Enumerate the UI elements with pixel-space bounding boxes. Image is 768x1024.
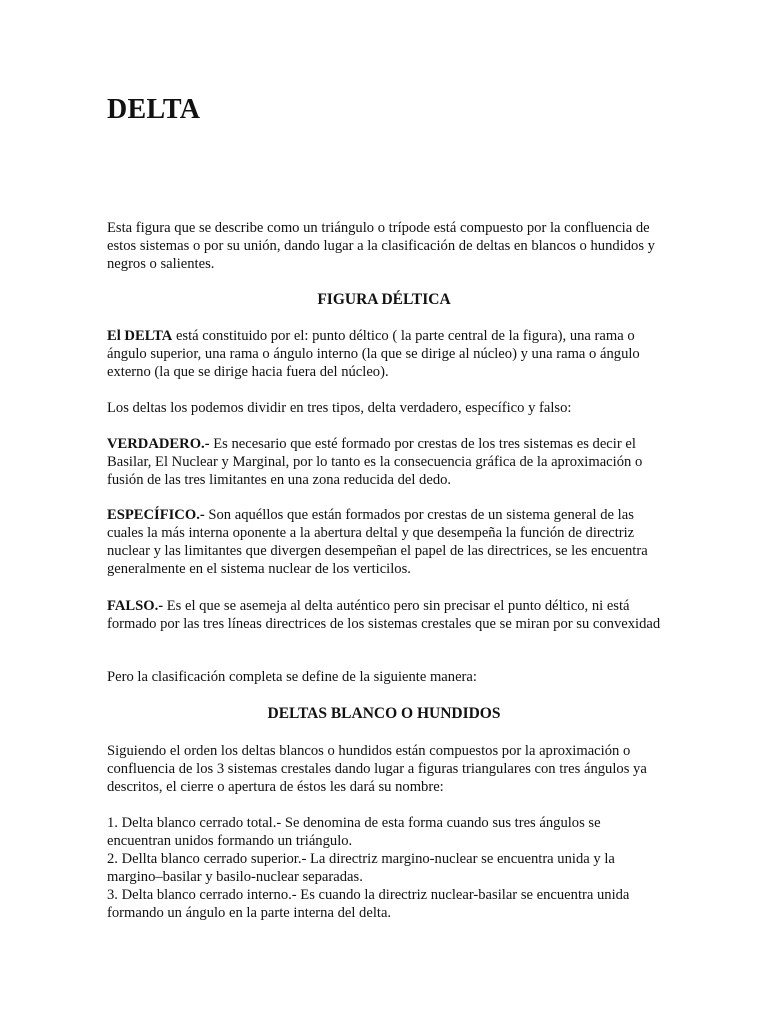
siguiendo-paragraph: Siguiendo el orden los deltas blancos o hundidos están compuestos por la aproximación o confluencia de los 3 sistemas crestales dando lugar a figuras triangulares con tres ángulos ya descritos, el cierre o apertura de éstos les dará su nombre: (107, 743, 647, 795)
verdadero-paragraph (107, 435, 667, 489)
especifico-term: ESPECÍFICO.- (107, 507, 205, 523)
especifico-text: Son aquéllos que están formados por crestas de un sistema general de las cuales la más interna oponente a la abertura deltal y que desempeña la función de directriz nuclear y las limitantes que divergen desempeñan el papel de las directrices, se les encuentra generalmente en el sistema nuclear de los verticilos. (107, 507, 648, 577)
especifico-paragraph (107, 506, 667, 578)
falso-paragraph (107, 597, 667, 633)
intro-paragraph: Esta figura que se describe como un triángulo o trípode está compuesto por la confluencia de estos sistemas o por su unión, dando lugar a la clasificación de deltas en blancos o hundidos y negros o salientes. (107, 220, 655, 272)
el-delta-text: está constituido por el: punto déltico ( la parte central de la figura), una rama o ángulo superior, una rama o ángulo interno (la que se dirige al núcleo) y una rama o ángulo externo (la que se dirige hacia fuera del núcleo). (107, 328, 640, 380)
el-delta-term: El DELTA (107, 328, 173, 344)
delta-types-list (107, 814, 667, 922)
clasificacion-paragraph: Pero la clasificación completa se define de la siguiente manera: (107, 669, 477, 685)
verdadero-term: VERDADERO.- (107, 436, 210, 452)
falso-text: Es el que se asemeja al delta auténtico pero sin precisar el punto déltico, ni está formado por las tres líneas directrices de los sistemas crestales que se miran por su convexidad (107, 598, 661, 632)
list-item: 3. Delta blanco cerrado interno.- Es cuando la directriz nuclear-basilar se encuentra unida formando un ángulo en la parte interna del delta. (107, 887, 630, 921)
tipos-paragraph: Los deltas los podemos dividir en tres tipos, delta verdadero, específico y falso: (107, 400, 572, 416)
list-item: 1. Delta blanco cerrado total.- Se denomina de esta forma cuando sus tres ángulos se encuentran unidos formando un triángulo. (107, 815, 601, 849)
verdadero-text: Es necesario que esté formado por crestas de los tres sistemas es decir el Basilar, El Nuclear y Marginal, por lo tanto es la consecuencia gráfica de la aproximación o fusión de las tres limitantes en una zona reducida del dedo. (107, 436, 643, 488)
falso-term: FALSO.- (107, 598, 164, 614)
heading-deltas-blanco: DELTAS BLANCO O HUNDIDOS (267, 705, 501, 722)
list-item: 2. Dellta blanco cerrado superior.- La directriz margino-nuclear se encuentra unida y la margino–basilar y basilo-nuclear separadas. (107, 851, 615, 885)
document-title: DELTA (107, 94, 201, 125)
el-delta-paragraph (107, 327, 667, 381)
heading-figura-deltica: FIGURA DÉLTICA (317, 291, 451, 308)
